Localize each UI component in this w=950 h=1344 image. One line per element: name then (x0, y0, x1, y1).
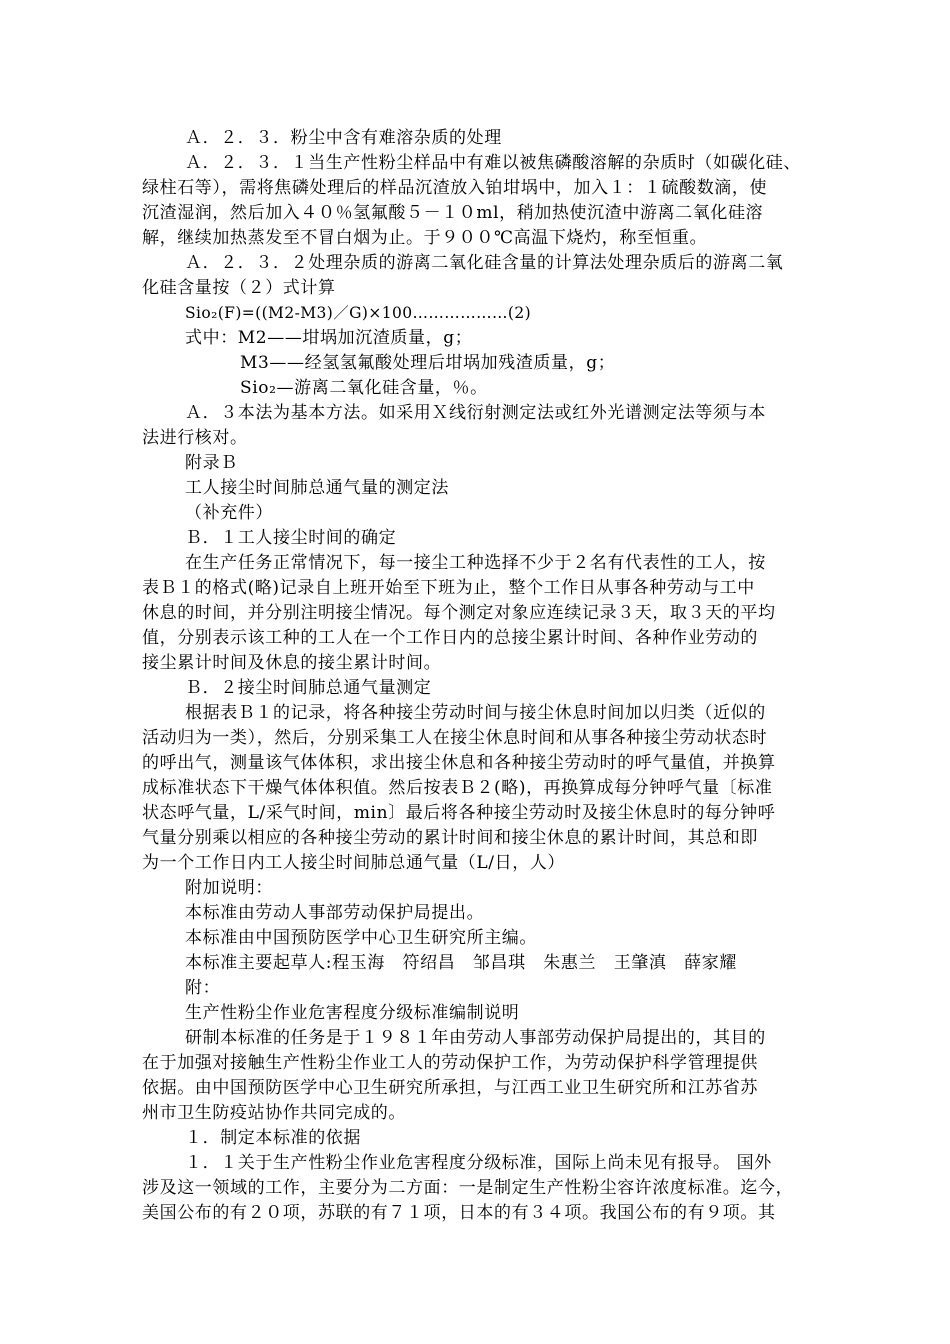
paragraph-line: 依据。由中国预防医学中心卫生研究所承担，与江西工业卫生研究所和江苏省苏 (142, 1078, 758, 1098)
formula-line: Sio₂(F)=((M2-M3)／G)×100………………(2) (185, 304, 532, 322)
formula-definition: 式中：M2——坩埚加沉渣质量，g； (185, 328, 473, 348)
paragraph-line: 本标准由中国预防医学中心卫生研究所主编。 (185, 928, 537, 948)
paragraph-line: 为一个工作日内工人接尘时间肺总通气量（L/日，人） (142, 853, 566, 873)
paragraph-line: 研制本标准的任务是于１９８１年由劳动人事部劳动保护局提出的，其目的 (185, 1028, 766, 1048)
section-heading-a-2-3: Ａ．２．３．粉尘中含有难溶杂质的处理 (185, 128, 502, 148)
formula-definition: M3——经氢氢氟酸处理后坩埚加残渣质量，g； (240, 353, 616, 373)
paragraph-line: １．１关于生产性粉尘作业危害程度分级标准，国际上尚未见有报导。 国外 (185, 1153, 772, 1173)
paragraph-line: 活动归为一类），然后，分别采集工人在接尘休息时间和从事各种接尘劳动状态时 (142, 728, 768, 748)
paragraph-line: 州市卫生防疫站协作共同完成的。 (142, 1103, 406, 1123)
paragraph-line: Ａ．２．３．２处理杂质的游离二氧化硅含量的计算法处理杂质后的游离二氧 (185, 253, 784, 273)
paragraph-line: 成标准状态下干燥气体体积值。然后按表Ｂ２(略)，再换算成每分钟呼气量〔标准 (142, 778, 773, 798)
paragraph-line: 在于加强对接触生产性粉尘作业工人的劳动保护工作，为劳动保护科学管理提供 (142, 1053, 758, 1073)
paragraph-line: 表Ｂ１的格式(略)记录自上班开始至下班为止，整个工作日从事各种劳动与工中 (142, 578, 755, 598)
paragraph-line: Ａ．３本法为基本方法。如采用Ｘ线衍射测定法或红外光谱测定法等须与本 (185, 403, 766, 423)
attachment-label: 附： (185, 978, 221, 998)
paragraph-line: 在生产任务正常情况下，每一接尘工种选择不少于２名有代表性的工人，按 (185, 553, 766, 573)
attachment-title: 生产性粉尘作业危害程度分级标准编制说明 (185, 1003, 520, 1023)
appendix-heading: 附录Ｂ (185, 453, 238, 473)
appendix-title: 工人接尘时间肺总通气量的测定法 (185, 478, 449, 498)
paragraph-line: 法进行核对。 (142, 428, 248, 448)
formula-definition: Sio₂—游离二氧化硅含量，％。 (240, 378, 488, 398)
paragraph-line: 本标准由劳动人事部劳动保护局提出。 (185, 903, 485, 923)
paragraph-line: 接尘累计时间及休息的接尘累计时间。 (142, 653, 442, 673)
paragraph-line: 的呼出气，测量该气体体积，求出接尘休息和各种接尘劳动时的呼气量值，并换算 (142, 753, 776, 773)
paragraph-line: 状态呼气量，L/采气时间，min〕最后将各种接尘劳动时及接尘休息时的每分钟呼 (142, 803, 776, 823)
paragraph-line: 值，分别表示该工种的工人在一个工作日内的总接尘累计时间、各种作业劳动的 (142, 628, 758, 648)
section-heading-1: １．制定本标准的依据 (185, 1128, 361, 1148)
section-heading-b-2: Ｂ．２接尘时间肺总通气量测定 (185, 678, 432, 698)
paragraph-line: 解，继续加热蒸发至不冒白烟为止。于９００℃高温下烧灼，称至恒重。 (142, 228, 708, 248)
paragraph-line: 气量分别乘以相应的各种接尘劳动的累计时间和接尘休息的累计时间，其总和即 (142, 828, 758, 848)
drafters-line: 本标准主要起草人:程玉海 符绍昌 邹昌琪 朱惠兰 王肇滇 薛家耀 (185, 953, 737, 973)
paragraph-line: 化硅含量按（２）式计算 (142, 278, 336, 298)
section-heading-b-1: Ｂ．１工人接尘时间的确定 (185, 528, 397, 548)
paragraph-line: 休息的时间，并分别注明接尘情况。每个测定对象应连续记录３天，取３天的平均 (142, 603, 776, 623)
paragraph-line: 涉及这一领域的工作，主要分为二方面：一是制定生产性粉尘容许浓度标准。迄今， (142, 1178, 794, 1198)
paragraph-line: 根据表Ｂ１的记录，将各种接尘劳动时间与接尘休息时间加以归类（近似的 (185, 703, 766, 723)
paragraph-line: Ａ．２．３．１当生产性粉尘样品中有难以被焦磷酸溶解的杂质时（如碳化硅、 (185, 153, 801, 173)
appendix-subtitle: （补充件） (185, 503, 273, 523)
paragraph-line: 沉渣湿润，然后加入４０％氢氟酸５－１０ml，稍加热使沉渣中游离二氧化硅溶 (142, 203, 764, 223)
paragraph-line: 绿柱石等），需将焦磷处理后的样品沉渣放入铂坩埚中，加入１：１硫酸数滴，使 (142, 178, 768, 198)
paragraph-line: 美国公布的有２０项，苏联的有７１项，日本的有３４项。我国公布的有９项。其 (142, 1203, 776, 1223)
additional-notes-heading: 附加说明： (185, 878, 273, 898)
